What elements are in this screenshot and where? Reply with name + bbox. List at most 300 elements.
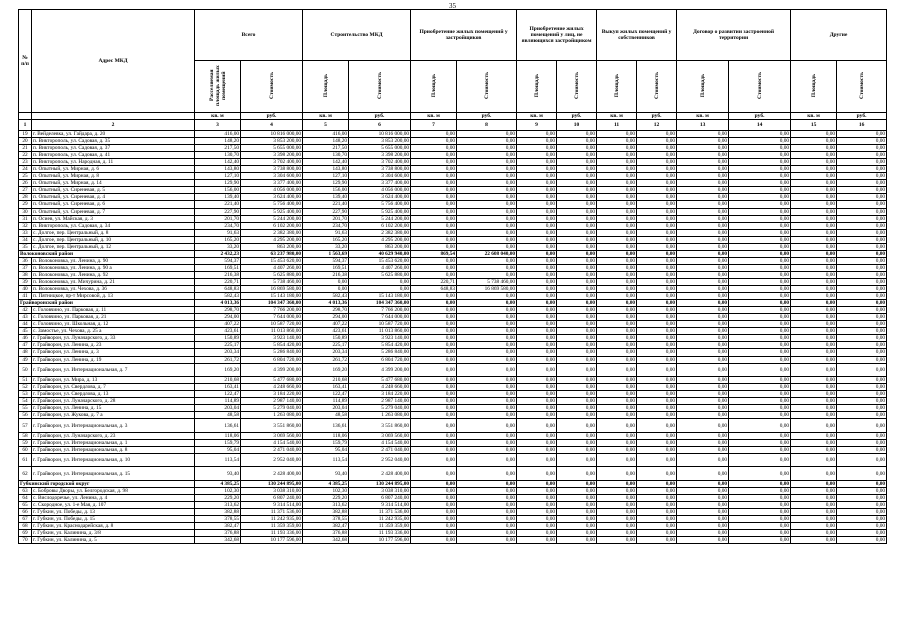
table-row (19, 152, 887, 159)
table-row (19, 356, 887, 363)
cell-value: 5 279 040,00 (241, 405, 303, 412)
cell-value: 0,00 (557, 201, 597, 208)
cell-value: 150,89 (195, 335, 241, 342)
cell-value: 10 587 720,00 (241, 321, 303, 328)
cell-value: 0,00 (677, 300, 729, 307)
cell-value: 0,00 (729, 321, 791, 328)
row-number: 28 (19, 194, 32, 201)
cell-value: 0,00 (457, 453, 517, 467)
cell-value: 0,00 (411, 321, 457, 328)
cell-value: 0,00 (457, 516, 517, 523)
cell-value: 0,00 (457, 495, 517, 502)
cell-value: 48,58 (195, 412, 241, 419)
cell-value: 91,63 (195, 229, 241, 236)
row-number: 30 (19, 208, 32, 215)
cell-value: 0,00 (457, 271, 517, 278)
cell-value: 203,04 (195, 405, 241, 412)
cell-value: 3 184 220,00 (349, 391, 411, 398)
row-number: 36 (19, 257, 32, 264)
cell-value: 0,00 (457, 439, 517, 446)
column-number: 10 (557, 120, 597, 131)
cell-value: 0,00 (729, 432, 791, 439)
address-cell: п. Осиев, ул. Майская, д. 3 (32, 215, 195, 222)
row-number: 19 (19, 131, 32, 138)
table-row (19, 523, 887, 530)
cell-value: 0,00 (457, 194, 517, 201)
cell-value: 0,00 (729, 328, 791, 335)
table-row (19, 194, 887, 201)
cell-value: 0,00 (729, 166, 791, 173)
cell-value: 261,72 (303, 356, 349, 363)
cell-value: 0,00 (729, 523, 791, 530)
cell-value: 6 807 240,00 (349, 495, 411, 502)
cell-value: 0,00 (597, 446, 637, 453)
cell-value: 4 407 260,00 (349, 264, 411, 271)
cell-value: 0,00 (457, 467, 517, 481)
cell-value: 0,00 (457, 243, 517, 250)
unit-rub: руб. (241, 113, 303, 120)
cell-value: 0,00 (411, 222, 457, 229)
cell-value: 63 237 980,00 (241, 250, 303, 257)
cell-value: 127,10 (195, 173, 241, 180)
cell-value: 0,00 (517, 516, 557, 523)
cell-value: 0,00 (677, 453, 729, 467)
header-development-contract: Договор о развитии застроенной территории (677, 10, 791, 61)
cell-value: 0,00 (557, 208, 597, 215)
cell-value: 7 766 200,00 (349, 307, 411, 314)
cell-value: 4 295 200,00 (349, 236, 411, 243)
unit-area: кв. м (677, 113, 729, 120)
cell-value: 0,00 (517, 271, 557, 278)
cell-value: 0,00 (597, 264, 637, 271)
cell-value: 0,00 (457, 412, 517, 419)
cell-value: 0,00 (457, 215, 517, 222)
cell-value: 0,00 (637, 314, 677, 321)
cell-value: 0,00 (517, 208, 557, 215)
cell-value: 0,00 (637, 166, 677, 173)
address-cell: г. Грайворон, ул. Ленина, д. 15 (32, 405, 195, 412)
cell-value: 0,00 (637, 439, 677, 446)
table-row (19, 180, 887, 187)
column-number: 6 (349, 120, 411, 131)
cell-value: 0,00 (411, 398, 457, 405)
address-cell: г. Грайворон, ул. Луначарского, д. 28 (32, 398, 195, 405)
cell-value: 0,00 (791, 222, 837, 229)
cell-value: 0,00 (557, 412, 597, 419)
cell-value: 594,37 (303, 257, 349, 264)
row-number: 47 (19, 342, 32, 349)
cell-value: 0,00 (517, 453, 557, 467)
cell-value: 0,00 (677, 488, 729, 495)
column-number: 8 (457, 120, 517, 131)
cell-value: 3 853 200,00 (349, 138, 411, 145)
table-row (19, 439, 887, 446)
table-row (19, 159, 887, 166)
cell-value: 11 193 336,00 (349, 530, 411, 537)
cell-value: 0,00 (557, 432, 597, 439)
cell-value: 0,00 (791, 187, 837, 194)
cell-value: 0,00 (677, 328, 729, 335)
cell-value: 11 359 359,00 (349, 523, 411, 530)
cell-value: 0,00 (557, 152, 597, 159)
cell-value: 313,62 (195, 502, 241, 509)
cell-value: 0,00 (677, 467, 729, 481)
cell-value: 0,00 (791, 398, 837, 405)
cell-value: 6 102 200,00 (349, 222, 411, 229)
cell-value: 0,00 (457, 131, 517, 138)
cell-value: 0,00 (457, 208, 517, 215)
cell-value: 382,88 (195, 509, 241, 516)
cell-value: 0,00 (729, 222, 791, 229)
cell-value: 0,00 (729, 300, 791, 307)
row-number: 61 (19, 453, 32, 467)
row-number: 32 (19, 222, 32, 229)
cell-value: 0,00 (791, 530, 837, 537)
cell-value: 0,00 (637, 194, 677, 201)
cell-value: 148,20 (195, 138, 241, 145)
cell-value: 0,00 (557, 342, 597, 349)
cell-value: 0,00 (729, 419, 791, 433)
header-address: Адрес МКД (32, 10, 195, 113)
cell-value: 0,00 (637, 432, 677, 439)
table-row (19, 173, 887, 180)
cell-value: 0,00 (557, 523, 597, 530)
cell-value: 0,00 (677, 537, 729, 544)
row-number: 49 (19, 356, 32, 363)
cell-value: 0,00 (637, 187, 677, 194)
cell-value: 9 314 514,00 (241, 502, 303, 509)
cell-value: 382,47 (303, 523, 349, 530)
cell-value: 0,00 (597, 328, 637, 335)
cell-value: 0,00 (557, 222, 597, 229)
cell-value: 0,00 (791, 537, 837, 544)
cell-value: 0,00 (837, 516, 887, 523)
cell-value: 0,00 (457, 432, 517, 439)
cell-value: 0,00 (677, 321, 729, 328)
table-row (19, 321, 887, 328)
cell-value: 0,00 (837, 321, 887, 328)
cell-value: 0,00 (457, 307, 517, 314)
cell-value: 0,00 (791, 271, 837, 278)
cell-value: 225,17 (195, 342, 241, 349)
column-number: 13 (677, 120, 729, 131)
cell-value: 0,00 (517, 264, 557, 271)
table-row (19, 412, 887, 419)
cell-value: 0,00 (637, 446, 677, 453)
cell-value: 0,00 (517, 145, 557, 152)
address-cell: п. Пятницкое, пр-т Мирсовой, д. 13 (32, 293, 195, 300)
cell-value: 4 056 000,00 (241, 187, 303, 194)
cell-value: 11 371 536,00 (349, 509, 411, 516)
cell-value: 0,00 (411, 488, 457, 495)
cell-value: 0,00 (517, 412, 557, 419)
cell-value: 0,00 (597, 278, 637, 285)
cell-value: 104 347 360,00 (241, 300, 303, 307)
row-number: 24 (19, 166, 32, 173)
cell-value: 0,00 (677, 377, 729, 384)
row-number: 26 (19, 180, 32, 187)
cell-value: 0,00 (597, 180, 637, 187)
cell-value: 0,00 (637, 488, 677, 495)
cell-value: 10 177 596,00 (349, 537, 411, 544)
cell-value: 0,00 (597, 300, 637, 307)
cell-value: 0,00 (557, 377, 597, 384)
cell-value: 0,00 (791, 307, 837, 314)
cell-value: 148,20 (303, 138, 349, 145)
cell-value: 0,00 (517, 446, 557, 453)
header-total: Всего (195, 10, 303, 61)
address-cell: п. Волоконовка, ул. Ленина, д. 90 а (32, 264, 195, 271)
cell-value: 0,00 (597, 257, 637, 264)
subheader-area-resettle: Расселяемая площадь жилых помещений (195, 61, 241, 113)
cell-value: 0,00 (729, 187, 791, 194)
cell-value: 93,40 (303, 467, 349, 481)
cell-value: 163,41 (303, 384, 349, 391)
cell-value: 0,00 (837, 131, 887, 138)
table-row (19, 293, 887, 300)
cell-value: 5 756 400,00 (241, 201, 303, 208)
table-row (19, 278, 887, 285)
table-row (19, 432, 887, 439)
cell-value: 201,70 (303, 215, 349, 222)
cell-value: 0,00 (557, 264, 597, 271)
row-number: 66 (19, 509, 32, 516)
cell-value: 0,00 (791, 229, 837, 236)
cell-value: 0,00 (791, 314, 837, 321)
cell-value: 0,00 (557, 138, 597, 145)
cell-value: 0,00 (791, 131, 837, 138)
cell-value: 3 377 400,00 (349, 180, 411, 187)
cell-value: 0,00 (517, 480, 557, 487)
cell-value: 0,00 (729, 335, 791, 342)
cell-value: 2 987 140,00 (241, 398, 303, 405)
cell-value: 0,00 (411, 201, 457, 208)
cell-value: 0,00 (411, 502, 457, 509)
district-name: Грайворонский район (19, 300, 195, 307)
cell-value: 0,00 (557, 495, 597, 502)
cell-value: 0,00 (597, 173, 637, 180)
unit-area: кв. м (303, 113, 349, 120)
unit-area: кв. м (791, 113, 837, 120)
cell-value: 0,00 (517, 321, 557, 328)
cell-value: 0,00 (637, 152, 677, 159)
address-cell: г. Грайворон, ул. Интернациональная, д. 15 (32, 467, 195, 481)
cell-value: 122,47 (303, 391, 349, 398)
cell-value: 0,00 (837, 398, 887, 405)
cell-value: 5 925 400,00 (241, 208, 303, 215)
cell-value: 0,00 (637, 335, 677, 342)
cell-value: 0,00 (597, 145, 637, 152)
cell-value: 0,00 (517, 342, 557, 349)
row-number: 45 (19, 328, 32, 335)
cell-value: 0,00 (457, 384, 517, 391)
cell-value: 0,00 (677, 257, 729, 264)
cell-value: 0,00 (411, 145, 457, 152)
cell-value: 0,00 (597, 250, 637, 257)
cell-value: 2 987 140,00 (349, 398, 411, 405)
cell-value: 0,00 (411, 516, 457, 523)
cell-value: 3 398 200,00 (241, 152, 303, 159)
cell-value: 0,00 (597, 307, 637, 314)
cell-value: 3 038 310,00 (349, 488, 411, 495)
cell-value: 0,00 (637, 495, 677, 502)
cell-value: 0,00 (637, 530, 677, 537)
cell-value: 0,00 (637, 243, 677, 250)
table-row (19, 264, 887, 271)
cell-value: 0,00 (791, 516, 837, 523)
cell-value: 0,00 (837, 328, 887, 335)
cell-value: 0,00 (637, 215, 677, 222)
cell-value: 2 428 400,00 (241, 467, 303, 481)
cell-value: 0,00 (729, 243, 791, 250)
cell-value: 0,00 (729, 439, 791, 446)
cell-value: 2 471 040,00 (349, 446, 411, 453)
cell-value: 220,71 (411, 278, 457, 285)
cell-value: 0,00 (729, 173, 791, 180)
cell-value: 15 453 620,00 (241, 257, 303, 264)
cell-value: 0,00 (457, 377, 517, 384)
cell-value: 4 248 660,00 (241, 384, 303, 391)
table-row (19, 405, 887, 412)
cell-value: 0,00 (677, 286, 729, 293)
cell-value: 0,00 (677, 412, 729, 419)
unit-area: кв. м (195, 113, 241, 120)
cell-value: 0,00 (597, 236, 637, 243)
row-number: 53 (19, 391, 32, 398)
cell-value: 0,00 (729, 363, 791, 377)
table-row (19, 453, 887, 467)
page-number: 35 (449, 2, 456, 10)
cell-value: 0,00 (677, 201, 729, 208)
column-number: 4 (241, 120, 303, 131)
cell-value: 416,00 (303, 131, 349, 138)
cell-value: 33,20 (303, 243, 349, 250)
cell-value: 0,00 (457, 152, 517, 159)
cell-value: 0,00 (637, 307, 677, 314)
row-number: 33 (19, 229, 32, 236)
cell-value: 0,00 (791, 523, 837, 530)
address-cell: п. Волоконовка, ул. Мичурина, д. 21 (32, 278, 195, 285)
cell-value: 0,00 (597, 453, 637, 467)
cell-value: 0,00 (837, 356, 887, 363)
cell-value: 3 069 560,00 (241, 432, 303, 439)
cell-value: 0,00 (677, 250, 729, 257)
cell-value: 0,00 (637, 349, 677, 356)
row-number: 35 (19, 243, 32, 250)
cell-value: 0,00 (729, 293, 791, 300)
cell-value: 0,00 (457, 509, 517, 516)
district-name: Волоконовский район (19, 250, 195, 257)
cell-value: 0,00 (557, 271, 597, 278)
header-construction: Строительство МКД (303, 10, 411, 61)
address-cell: г. Грайворон, ул. Интернациональная, д. 7 (32, 363, 195, 377)
cell-value: 0,00 (457, 180, 517, 187)
cell-value: 0,00 (557, 166, 597, 173)
cell-value: 0,00 (557, 145, 597, 152)
cell-value: 416,00 (195, 131, 241, 138)
cell-value: 0,00 (637, 453, 677, 467)
row-number: 58 (19, 432, 32, 439)
cell-value: 0,00 (517, 537, 557, 544)
cell-value: 0,00 (411, 229, 457, 236)
cell-value: 0,00 (837, 145, 887, 152)
cell-value: 234,70 (195, 222, 241, 229)
cell-value: 0,00 (837, 307, 887, 314)
cell-value: 0,00 (597, 342, 637, 349)
cell-value: 0,00 (791, 278, 837, 285)
cell-value: 0,00 (677, 307, 729, 314)
cell-value: 648,83 (195, 286, 241, 293)
cell-value: 342,68 (195, 537, 241, 544)
cell-value: 0,00 (457, 530, 517, 537)
cell-value: 0,00 (517, 467, 557, 481)
row-number: 37 (19, 264, 32, 271)
cell-value: 0,00 (411, 453, 457, 467)
cell-value: 0,00 (791, 335, 837, 342)
address-cell: г. Губкин, ул. Победы, д. 15 (32, 516, 195, 523)
cell-value: 0,00 (411, 363, 457, 377)
cell-value: 6 804 720,00 (241, 356, 303, 363)
cell-value: 0,00 (791, 166, 837, 173)
cell-value: 10 816 000,00 (241, 131, 303, 138)
cell-value: 0,00 (517, 300, 557, 307)
cell-value: 118,06 (195, 432, 241, 439)
cell-value: 2 952 040,00 (349, 453, 411, 467)
cell-value: 3 738 800,00 (241, 166, 303, 173)
cell-value: 11 013 860,00 (241, 328, 303, 335)
cell-value: 0,00 (411, 215, 457, 222)
cell-value: 5 854 420,00 (241, 342, 303, 349)
cell-value: 0,00 (517, 432, 557, 439)
cell-value: 0,00 (411, 405, 457, 412)
cell-value: 0,00 (791, 264, 837, 271)
cell-value: 0,00 (557, 480, 597, 487)
cell-value: 3 853 200,00 (241, 138, 303, 145)
cell-value: 0,00 (557, 321, 597, 328)
cell-value: 221,40 (195, 201, 241, 208)
cell-value: 5 477 680,00 (349, 377, 411, 384)
cell-value: 130,70 (195, 152, 241, 159)
cell-value: 0,00 (637, 159, 677, 166)
cell-value: 0,00 (791, 215, 837, 222)
cell-value: 0,00 (597, 187, 637, 194)
cell-value: 0,00 (597, 405, 637, 412)
row-number: 41 (19, 293, 32, 300)
cell-value: 136,61 (195, 419, 241, 433)
cell-value: 0,00 (837, 293, 887, 300)
cell-value: 0,00 (637, 398, 677, 405)
cell-value: 0,00 (791, 180, 837, 187)
cell-value: 0,00 (597, 495, 637, 502)
table-row (19, 495, 887, 502)
cell-value: 0,00 (303, 286, 349, 293)
cell-value: 0,00 (637, 480, 677, 487)
cell-value: 0,00 (791, 173, 837, 180)
row-number: 38 (19, 271, 32, 278)
cell-value: 0,00 (837, 412, 887, 419)
address-cell: с. Замостье, ул. Чехова, д. 25 а (32, 328, 195, 335)
cell-value: 130 244 895,00 (349, 480, 411, 487)
cell-value: 0,00 (411, 300, 457, 307)
cell-value: 0,00 (411, 131, 457, 138)
address-cell: г. Грайворон, ул. Ленина, д. 23 (32, 342, 195, 349)
cell-value: 378,55 (195, 516, 241, 523)
cell-value: 0,00 (791, 363, 837, 377)
cell-value: 0,00 (677, 222, 729, 229)
cell-value: 6 102 200,00 (241, 222, 303, 229)
cell-value: 0,00 (557, 509, 597, 516)
cell-value: 0,00 (637, 523, 677, 530)
